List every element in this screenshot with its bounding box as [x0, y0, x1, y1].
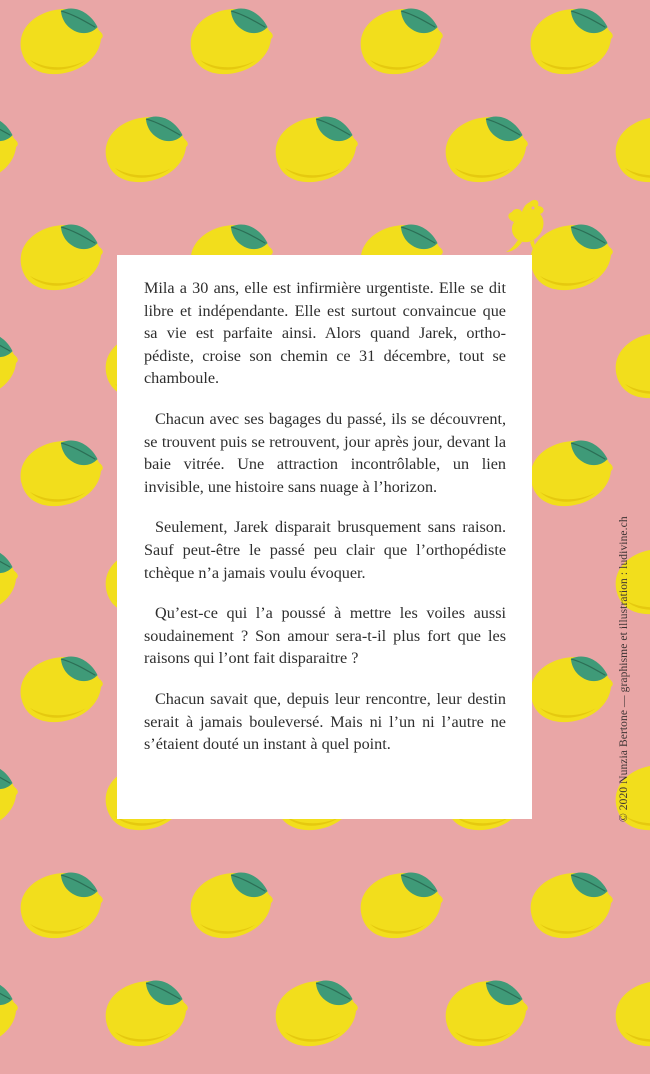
summary-text-box — [117, 255, 532, 819]
lemon-icon — [353, 0, 451, 82]
paragraph-4: Qu’est-ce qui l’a poussé à mettre les voiles aussi soudainement ? Son amour sera-t-il plus fort que les raisons qui l’ont fait disparaitre ? — [144, 604, 506, 668]
lemon-icon — [0, 968, 26, 1054]
lemon-icon — [98, 104, 196, 190]
lemon-icon — [523, 644, 621, 730]
lemon-icon — [268, 968, 366, 1054]
lemon-icon — [438, 104, 536, 190]
lemon-icon — [183, 860, 281, 946]
paragraph-1: Mila a 30 ans, elle est infirmière urgentiste. Elle se dit libre et indépendante. Elle est surtout convaincue que sa vie est parfaite ainsi. Alors quand Jarek, orthopédiste, croise son chemin ce 31 décembre, tout se chamboule. — [144, 279, 506, 388]
lemon-icon — [98, 968, 196, 1054]
lemon-icon — [183, 0, 281, 82]
lemon-icon — [608, 968, 650, 1054]
lemon-icon — [523, 0, 621, 82]
lemon-icon — [0, 752, 26, 838]
lemon-icon — [523, 860, 621, 946]
lemon-icon — [608, 320, 650, 406]
lemon-icon — [0, 320, 26, 406]
copyright-credit: © 2020 Nunzia Bertone — graphisme et illustration : ludivine.ch — [618, 516, 630, 822]
lemon-icon — [0, 104, 26, 190]
paragraph-2: Chacun avec ses bagages du passé, ils se découvrent, se trouvent puis se retrouvent, jour après jour, devant la baie vitrée. Une attraction incontrôlable, un lien invisible, une histoire sans nuage à l’horizon. — [144, 409, 506, 496]
paragraph-3: Seulement, Jarek disparait brusquement sans raison. Sauf peut-être le passé peu clair que l’orthopédiste tchèque n’a jamais voulu évoquer. — [144, 518, 506, 582]
lemon-icon — [353, 860, 451, 946]
lemon-icon — [13, 644, 111, 730]
bird-emblem-icon — [500, 196, 552, 256]
lemon-icon — [13, 0, 111, 82]
lemon-icon — [523, 428, 621, 514]
lemon-icon — [0, 536, 26, 622]
lemon-icon — [608, 104, 650, 190]
lemon-icon — [13, 212, 111, 298]
lemon-icon — [13, 428, 111, 514]
paragraph-5: Chacun savait que, depuis leur rencontre, leur destin serait à jamais bouleversé. Mais ni l’un ni l’autre ne s’étaient douté un instant à quel point. — [144, 689, 506, 754]
lemon-icon — [13, 860, 111, 946]
lemon-icon — [438, 968, 536, 1054]
lemon-icon — [268, 104, 366, 190]
